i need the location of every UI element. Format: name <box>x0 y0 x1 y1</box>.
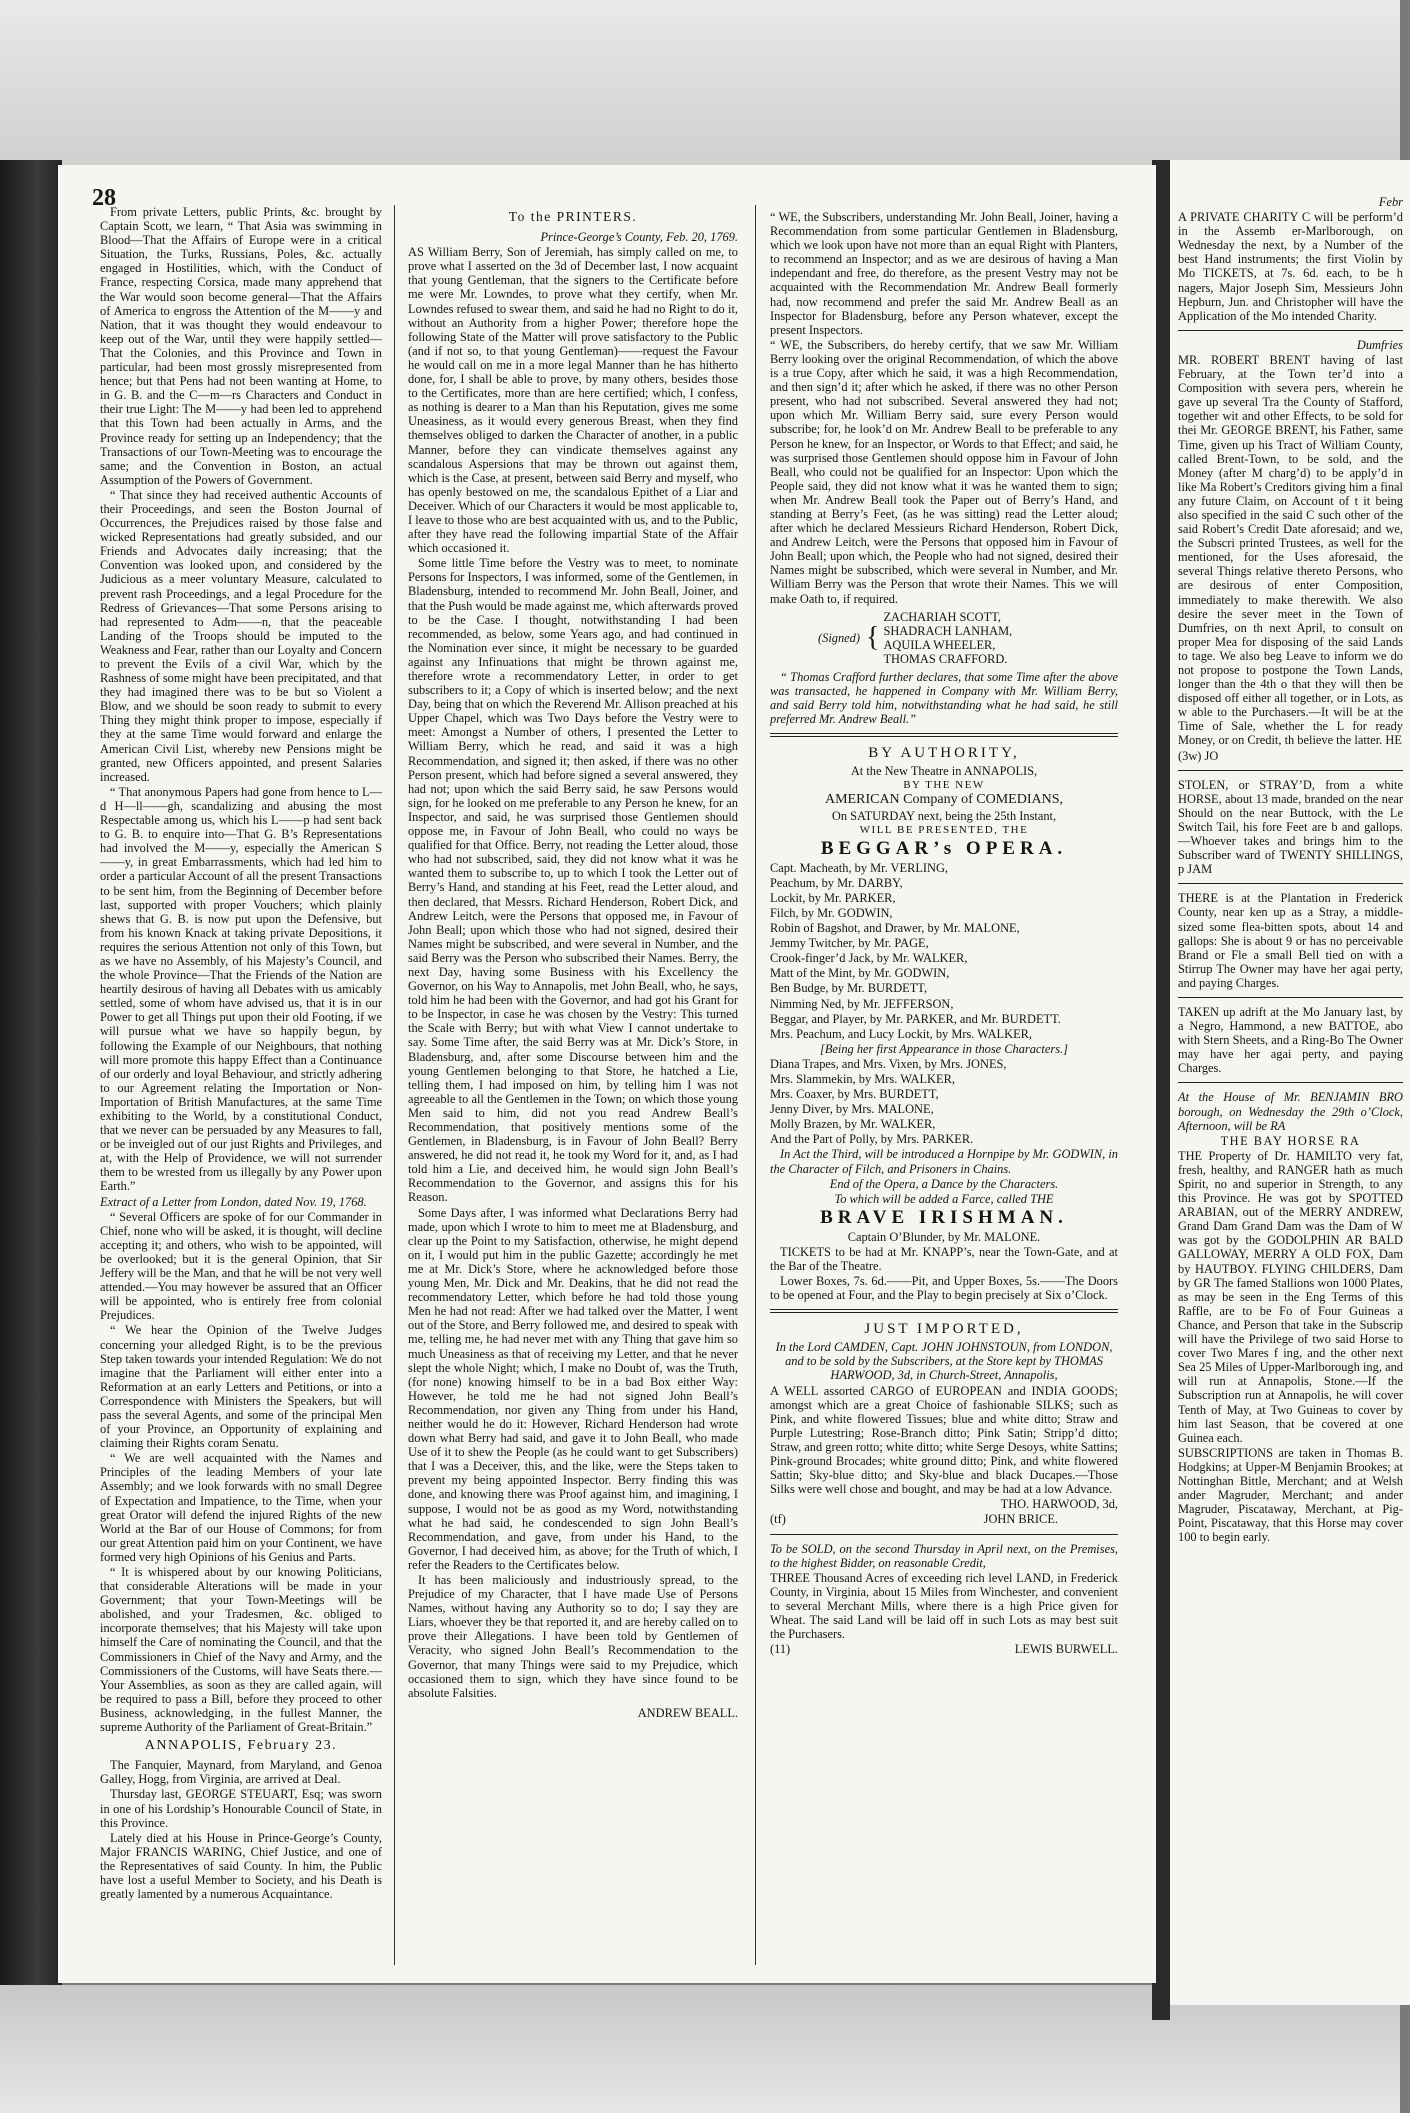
column-letter <box>408 210 738 1975</box>
facing-dateline: Febr <box>1378 195 1403 209</box>
import-body: A WELL assorted CARGO of EUROPEAN and INDIA GOODS; amongst which are a great Choice of fashionable SILKS; such as Pink, and white flowered Tissues; blue and white ditto; Straw and Purple Lutestring; Rose-Branch ditto; Pink Satin; Stripp’d ditto; Straw, and green rotto; white ditto; white Serge Desoys, white Sattins; Pink-ground Brocades; white ground ditto; Pink, and white flowered Sattin; Sky-blue ditto; and Sky-blue and black Ducapes.—Those Silks were well chose and bought, and may be had at a low Advance. <box>770 1383 1118 1497</box>
signer: THOMAS CRAFFORD. <box>883 651 1008 666</box>
facing-dateline: Dumfries <box>1356 337 1403 352</box>
import-signature: JOHN BRICE. <box>983 1512 1058 1527</box>
column-rule-2 <box>755 205 756 1965</box>
extract-heading: Extract of a Letter from London, dated Nov. 19, 1768. <box>100 1194 367 1209</box>
certificate-paragraph: “ WE, the Subscribers, do hereby certify, that we saw Mr. William Berry looking over the original Recommendation, of which the above is a true Copy, after which he said, it was a high Recommendation, and then sign’d it; after which he asked, if there was no other Person present, who had not subscribed. Several answered they had not; upon which Mr. William Berry said, sure every Person would subscribe; for, he look’d on Mr. Andrew Beall to be preferable to any Person he knew, for an Inspector, or Words to that Effect; and said, he was surprised those Gentlemen should oppose him in Favour of John Beall, who could not be qualified for an Inspector: Upon which the People said, they did not know what it was he wanted them to sign; when Mr. Andrew Beall took the Paper out of Berry’s Hand, and standing at Berry’s Feet, (as he was sitting) read the Letter aloud; after which he declared Messieurs Richard Henderson, Robert Dick, and Andrew Leitch, were the Persons that opposed him in Favour of John Beall; upon which, the People who had not signed, desired their Names might be subscribed, which were several in Number, and Mr. William Berry was the Person that wrote their Names. This we will make Oath to, if required. <box>770 337 1118 606</box>
insertion-mark: (11) <box>770 1642 791 1657</box>
certificate-paragraph: “ WE, the Subscribers, understanding Mr. John Beall, Joiner, having a Recommendation from some particular Gentlemen in Bladensburg, which we look upon have not more than an equal Right with Planters, to recommend an Inspector; and as we are desirous of having a Man independant and free, do therefore, as the present Vestry may not be acquainted with the Recommendation Mr. Andrew Beall formerly had, now recommend and prefer the said Mr. Andrew Beall as an Inspector for Bladensburg, before any Person whatever, except the present Inspectors. <box>770 210 1118 337</box>
news-paragraph: From private Letters, public Prints, &c. brought by Captain Scott, we learn, “ That Asia was swimming in Blood—That the Affairs of Europe were in a critical Situation, the Turks, Russians, Poles, &c. actually engaged in Hostilities, which, with the Conduct of France, respecting Corsica, made many apprehend that the War would soon become general—That the Affairs of America to engross the Attention of the M——y and Nation, that it was thought they would endeavour to keep out of the War, until they were happily settled—That the Colonies, and this Province and Town in particular, had been most grossly misrepresented from hence; but that Pens had not been wanting at Home, to in G. B. and the C—m—rs Characters and Conduct in their true Light: The M——y had been led to apprehend that this Town had been actually in Arms, and the Province ready for setting up an Independency; that the Transactions of our Town-Meeting was to encourage the same; and the Convention in Boston, an actual Assumption of the Powers of Government. <box>100 205 382 487</box>
act-note: In Act the Third, will be introduced a Hornpipe by Mr. GODWIN, in the Character of Filch, and Prisoners in Chains. <box>770 1147 1118 1176</box>
column-rule-1 <box>394 205 395 1965</box>
section-rule <box>770 1309 1118 1313</box>
facing-paragraph: STOLEN, or STRAY’D, from a white HORSE, about 13 made, branded on the near Should on the near Buttock, with the Le Switch Tail, his fore Feet are b and gallops.—Whoever takes and brings him to the Subscriber ward of TWENTY SHILLINGS, p JAM <box>1178 777 1403 877</box>
annapolis-heading: ANNAPOLIS, February 23. <box>144 1738 338 1754</box>
letter-dateline: Prince-George’s County, Feb. 20, 1769. <box>540 230 738 245</box>
import-intro: In the Lord CAMDEN, Capt. JOHN JOHNSTOUN, from LONDON, and to be sold by the Subscribers, at the Store kept by THOMAS HARWOOD, 3d, in Church-Street, Annapolis, <box>775 1340 1113 1383</box>
facing-paragraph: (3w) JO <box>1178 748 1219 763</box>
cast-line: Crook-finger’d Jack, by Mr. WALKER, <box>770 951 968 966</box>
facing-paragraph: TAKEN up adrift at the Mo January last, by a Negro, Hammond, a new BATTOE, abo with Stern Sheets, and a Ring-Bo The Owner may have her agai perty, and paying Charges. <box>1178 1004 1403 1076</box>
signers-block <box>770 610 1118 666</box>
letter-paragraph: AS William Berry, Son of Jeremiah, has simply called on me, to prove what I asserted on the 3d of December last, I now acquaint that young Gentleman, that the signers to the Certificate before me were Mr. Lowndes, to prove what they certify, when Mr. Lowndes refused to swear them, and said he had no Right to do it, without an Authority from a higher Power; therefore hope the following State of the Matter will prove satisfactory to the Public (and if not so, to that young Gentleman)——request the Favour he would call on me in a more legal Manner than he has hitherto done, for, I shall be able to prove, by many others, besides those to the Certificates, more than are here certified; which, I confess, as nothing is dearer to a Man than his Reputation, gives me some Uneasiness, as it would every generous Breast, when they find themselves obliged to darken the Character of another, in a public Manner, before they can vindicate themselves against any scandalous Aspersions that may be thrown out against them, which is the Case, at present, between said Berry and myself, who has openly bestowed on me, the scandalous Epithet of a Liar and Deceiver. Which of our Characters it would be most applicable to, I leave to those who are best acquainted with us, and to the Public, after they have read the following impartial State of the Affair which occasioned it. <box>408 245 738 556</box>
end-note: End of the Opera, a Dance by the Characters. <box>829 1176 1059 1191</box>
cast-line: Ben Budge, by Mr. BURDETT, <box>770 981 928 996</box>
cast-line: Robin of Bagshot, and Drawer, by Mr. MALONE, <box>770 921 1020 936</box>
column-facing-page <box>1178 195 1403 1995</box>
news-paragraph: “ That since they had received authentic Accounts of their Proceedings, and seen the Boston Journal of Occurrences, the Prejudices raised by those false and wicked Representations had greatly subsided, and our Friends and Advocates daily increasing; that the Convention was looked upon, and considered by the Judicious as a meer voluntary Measure, calculated to prevent rash Proceedings, and a legal Procedure for the Redress of Grievances—That some Persons arising to had represented to Adm——n, that the peaceable Landing of the Troops should be imputed to the Weakness and Fear, rather than our Loyalty and Concern to prevent the Evils of a civil War, which by the Rashness of some might have been precipitated, and that they had imagined there was to be but so Violent a Blow, and we should be soon ready to submit to every Thing they might think proper to impose, especially if they at the same Time would forward and enlarge the American Civil List, whereby new Pensions might be granted, new Officers appointed, and present Salaries increased. <box>100 487 382 784</box>
letter-paragraph: It has been maliciously and industriously spread, to the Prejudice of my Character, that I have made Use of Persons Names, without having any Authority so to do; I say they are Liars, whoever they be that reported it, and are hereby called on to prove their Allegations. I have been told by Gentlemen of Veracity, who signed John Beall’s Recommendation to the Governor, that many Things were said to my Prejudice, which occasioned them to sign, which they have since found to be absolute Falsities. <box>408 1573 738 1700</box>
sale-intro: To be SOLD, on the second Thursday in April next, on the Premises, to the highest Bidder, on reasonable Credit, <box>770 1541 1118 1570</box>
signed-label: (Signed) <box>818 630 860 645</box>
section-rule <box>770 733 1118 737</box>
facing-paragraph: MR. ROBERT BRENT having of last February, at the Town ter’d into a Composition with severa pers, wherein he gave up several Tra the County of Stafford, together wit and other Effects, to be sold for thei Mr. GEORGE BRENT, his Father, same Time, given up his Tract of William County, called Brent-Town, to be sold, and the Money (after M charg’d) to be apply’d in like Ma Robert’s Creditors giving him a final any future Claim, on Account of t it being also specified in the said C such other of the said Robert’s Credit Date aforesaid; and we, the Subscri printed Trustees, as well for the mentioned, for the Uses aforesaid, the several Things relative thereto Persons, who are desirous of enter Composition, immediately to make therewith. We also desire the sever meet in the Town of Dumfries, on th next April, to consult on proper Mea for disposing of the said Lands to tage. We also beg Leave to inform we do not propose to postpone the Town Lands, longer than the 4th o that they will then be disposed off either all together, or in Lots, as w able to the Purchasers.—It will be at the Time of Sale, whether the L for ready Money, or on Credit, th believe the latter. HE <box>1178 352 1403 748</box>
cast-line: Jenny Diver, by Mrs. MALONE, <box>770 1102 934 1117</box>
cast-line: Filch, by Mr. GODWIN, <box>770 905 893 920</box>
facing-paragraph: A PRIVATE CHARITY C will be perform’d in the Assemb er-Marlborough, on Wednesday the next, by a Number of the best Hand instruments; the first Violin by Mo TICKETS, at 7s. 6d. each, to be h nagers, Major Joseph Sim, Messieurs John Hepburn, Jun. and Christopher will have the Application of the Mo intended Charity. <box>1178 210 1403 323</box>
prices-note: Lower Boxes, 7s. 6d.——Pit, and Upper Boxes, 5s.——The Doors to be opened at Four, and the Play to begin precisely at Six o’Clock. <box>770 1274 1118 1303</box>
news-paragraph: “ We hear the Opinion of the Twelve Judges concerning your alledged Right, is to be the previous Step taken towards your intended Regulation: We do not imagine that the Parliament will either enter into a Reformation at an early Letters and Petitions, or into a Correspondence with Ministers the Speakers, but will pass the several Agents, and some of the principal Men of your Province, an Opportunity of explaining and claiming their Rights coram Senatu. <box>100 1323 382 1451</box>
theatre-line: BY THE NEW <box>903 779 985 792</box>
section-rule <box>1178 330 1403 331</box>
newspaper-page <box>58 165 1156 1983</box>
news-paragraph: “ That anonymous Papers had gone from hence to L—d H—ll——gh, scandalizing and abusing the most Respectable among us, which his L——p had sent back to G. B. to enquire into—That G. B’s Representations had involved the M——y, especially the American S——y, in great Embarrassments, which had led him to order a particular Account of all the present Transactions to be sent him, from the Beginning of December before last, supported with proper Vouchers; which plainly shews that G. B. is now put upon the Defensive, but from his known Knack at taking private Depositions, it requires the serious Attention not only of this Town, but as we have no Assembly, of his Majesty’s Council, and the whole Province—That the Friends of the Nation are heartily desirous of having all Debates with us amicably settled, some of whom have advised us, that it is in our Power to get all Things put upon their old Footing, if we will pursue what we have so happily begun, by following the Example of our Neighbours, that nothing will more promote this happy Effect than a Continuance of our orderly and loyal Behaviour, and strictly adhering to our Agreement relating the Importation or Non-Importation of British Manufactures, at the same Time exhibiting to the World, by a constitutional Conduct, that we never can be persuaded by any Measures to fall, or be inveigled out of our just Rights and Privileges, and at, with the Help of Providence, we will not surrender them to be wrested from us illegally by any Power upon Earth.” <box>100 784 382 1194</box>
column-advertisements <box>770 210 1118 1975</box>
import-signature: THO. HARWOOD, 3d, <box>1000 1497 1118 1512</box>
microfilm-left-edge <box>0 160 62 2113</box>
import-heading: JUST IMPORTED, <box>864 1321 1024 1338</box>
cast-line: Nimming Ned, by Mr. JEFFERSON, <box>770 996 954 1011</box>
news-paragraph: “ It is whispered about by our knowing Politicians, that considerable Alterations will be made in your Government; that your Town-Meetings will be abolished, and your Tradesmen, &c. obliged to incorporate themselves; that his Majesty will take upon himself the Care of nominating the Council, and that the Commissioners in Chief of the Navy and Army, and the Commissioners of the Customs, will have Seats there.—Your Assemblies, as soon as they are called again, will be required to pass a Bill, before they proceed to other Business, acknowledging, in the fullest Manner, the supreme Authority of the Parliament of Great-Britain.” <box>100 1565 382 1735</box>
cast-line: Capt. Macheath, by Mr. VERLING, <box>770 860 949 875</box>
cast-line: Diana Trapes, and Mrs. Vixen, by Mrs. JONES, <box>770 1056 1007 1071</box>
cast-line: Beggar, and Player, by Mr. PARKER, and Mr. BURDETT. <box>770 1011 1061 1026</box>
cast-line: Mrs. Slammekin, by Mrs. WALKER, <box>770 1071 955 1086</box>
brace: { <box>866 621 880 653</box>
farce-title: BRAVE IRISHMAN. <box>820 1206 1068 1228</box>
letter-paragraph: Some Days after, I was informed what Declarations Berry had made, upon which I wrote to him to meet me at Bladensburg, and clear up the Point to my Satisfaction, otherwise, he might depend on it, I would put him in the public Gazette; accordingly he met me at Mr. Dick’s Store, where he acknowledged before those young Men, Mr. Dick and Mr. Deakins, that he did not read the recommendatory Letter, which before he had told those young Men he had not read: After we had talked over the Matter, I went out of the Store, and Berry followed me, and desired to speak with me, telling me, he had never met with any Thing that gave him so much Uneasiness as that of receiving my Letter, and that he never slept the whole Night; which, I make no Doubt of, was the Truth, (for none) knowing himself to be in a bad Box either Way: However, he told me he had not signed John Beall’s Recommendation, nor given any Thing from under his Hand, neither would he do it: However, Richard Henderson had wrote down what Berry had said, and gave it to John Beall, who made Use of it to shew the People (as he could want to get Subscribers) that I was a Deceiver, this, and the like, were the Steps taken to prevent my being appointed Inspector. Berry finding this was done, and knowing there was Proof against him, and imagining, I suppose, I would not be as good as my Word, notwithstanding what he had said, he condescended to sign John Beall’s Recommendation, and gave, from under his Hand, to the Governor, I had deceived him, as above; for the Truth of which, I refer the Readers to the Certificates below. <box>408 1205 738 1572</box>
sale-signature: LEWIS BURWELL. <box>1014 1642 1118 1657</box>
facing-heading: THE BAY HORSE RA <box>1220 1133 1361 1148</box>
section-rule <box>1178 770 1403 771</box>
sale-footer <box>770 1642 1118 1656</box>
local-news-item: Lately died at his House in Prince-George’s County, Major FRANCIS WARING, Chief Justice, and one of the Representatives of said County. In him, the Public have lost a useful Member to Society, and his Death is greatly lamented by a numerous Acquaintance. <box>100 1830 382 1902</box>
cast-note: [Being her first Appearance in those Characters.] <box>820 1041 1068 1056</box>
cast-line: Matt of the Mint, by Mr. GODWIN, <box>770 966 950 981</box>
signer: SHADRACH LANHAM, <box>883 623 1013 638</box>
section-rule <box>770 1534 1118 1535</box>
farce-cast: Captain O’Blunder, by Mr. MALONE. <box>847 1229 1041 1244</box>
facing-page <box>1170 160 1410 2005</box>
section-rule <box>1178 883 1403 884</box>
cast-line: Peachum, by Mr. DARBY, <box>770 875 903 890</box>
news-paragraph: “ We are well acquainted with the Names and Principles of the leading Members of your late Assembly; and we look forwards with no small Degree of Expectation and Impatience, to the Time, when your great Orator will defend the injured Rights of the new World at the Bar of our House of Commons; for from our great Attention paid him on your Continent, we have formed very high Opinions of his Genius and Parts. <box>100 1451 382 1564</box>
page-number: 28 <box>92 185 116 211</box>
local-news-item: Thursday last, GEORGE STEUART, Esq; was sworn in one of his Lordship’s Honourable Council of State, in this Province. <box>100 1787 382 1830</box>
theatre-line: WILL BE PRESENTED, THE <box>859 823 1029 836</box>
facing-paragraph: At the House of Mr. BENJAMIN BRO borough, on Wednesday the 29th o’Clock, Afternoon, will be RA <box>1178 1090 1403 1133</box>
section-rule <box>1178 997 1403 998</box>
cast-line: Jemmy Twitcher, by Mr. PAGE, <box>770 936 929 951</box>
cast-line: Mrs. Coaxer, by Mrs. BURDETT, <box>770 1087 939 1102</box>
signer: AQUILA WHEELER, <box>883 637 996 652</box>
insertion-mark: (tf) <box>770 1512 786 1527</box>
sale-body: THREE Thousand Acres of exceeding rich level LAND, in Frederick County, in Virginia, about 15 Miles from Winchester, and convenient to several Merchant Mills, where there is a high Price given for Wheat. The said Land will be laid off in such Lots as may best suit the Purchasers. <box>770 1570 1118 1642</box>
scan-background-top <box>0 0 1400 170</box>
facing-paragraph: THERE is at the Plantation in Frederick County, near ken up as a Stray, a middle-sized some flea-bitten spots, about 14 and gallops: She is about 9 or has no perceivable Brand or Fle a small Bell tied on with a Stirrup The Owner may have her agai perty, and paying Charges. <box>1178 891 1403 990</box>
signer: ZACHARIAH SCOTT, <box>883 609 1001 624</box>
cast-line: Mrs. Peachum, and Lucy Lockit, by Mrs. WALKER, <box>770 1026 1032 1041</box>
farce-intro: To which will be added a Farce, called THE <box>834 1191 1054 1206</box>
facing-paragraph: THE Property of Dr. HAMILTO very fat, fresh, healthy, and RANGER hath as much Spirit, no and superior in Strength, to any this Province. He was got by SPOTTED ARABIAN, out of the MERRY ANDREW, Grand Dam Grand Dam was the Dam of W was got by the GODOLPHIN AR BALD GALLOWAY, MERRY A OLD FOX, Dam by HAUTBOY. FLYING CHILDERS, Dam by GR The famed Stallions won 1000 Plates, as may be seen in the Eng Terms of this Raffle, are to be Fo of Four Guineas a Chance, and Person that take in the Subscrip will have the Privilege of two said Horse to cover Two Mares f ing, and the other next Sea 25 Miles of Upper-Marlborough ing, and will run at Annapolis, Stone.—If the Subscription run at Annapolis, he will cover Tenth of May, at Two Guineas to cover by him last Season, that be covered at one Guinea each. <box>1178 1148 1403 1445</box>
cast-line: Molly Brazen, by Mr. WALKER, <box>770 1117 936 1132</box>
play-title: BEGGAR’s OPERA. <box>820 837 1068 859</box>
news-paragraph: “ Several Officers are spoke of for our Commander in Chief, none who will be asked, it is thought, will decline accepting it; and others, who wish to be appointed, will be overlooked; but it is the general Opinion, that Sir Jeffery will be the Man, and that he will be not very well attended.—You may however be assured that an Officer will be appointed, who is entirely free from colonial Prejudices. <box>100 1209 382 1323</box>
theatre-line: At the New Theatre in ANNAPOLIS, <box>850 764 1038 779</box>
facing-paragraph: SUBSCRIPTIONS are taken in Thomas B. Hodgkins; at Upper-M Benjamin Brookes; at Nottinghan Bittle, Merchant; and at Welsh ander Magruder, Merchant; and ander Magruder, Piscataway, Merchant, at Pig-Point, Piscataway, that this Horse may cover 100 to begin early. <box>1178 1445 1403 1545</box>
letter-signature: ANDREW BEALL. <box>637 1705 738 1720</box>
theatre-line: On SATURDAY next, being the 25th Instant, <box>831 808 1057 823</box>
cast-line: Lockit, by Mr. PARKER, <box>770 890 896 905</box>
cast-line: And the Part of Polly, by Mrs. PARKER. <box>770 1132 974 1147</box>
tickets-note: TICKETS to be had at Mr. KNAPP’s, near the Town-Gate, and at the Bar of the Theatre. <box>770 1244 1118 1273</box>
section-rule <box>1178 1082 1403 1083</box>
letter-paragraph: Some little Time before the Vestry was to meet, to nominate Persons for Inspectors, I was informed, some of the Gentlemen, in Bladensburg, intended to recommend Mr. John Beall, Joiner, and that the Push would be made against me, which afterwards proved to be the Case. I thought, notwithstanding I had been recommended, as below, some Years ago, and had continued in the Nomination ever since, it might be necessary to be guarded against any Infinuations that might be thrown against me, therefore wrote a recommendatory Letter, in order to get subscribers to it; a Copy of which is inserted below; and the next Day, being that on which the Reverend Mr. Allison preached at his Upper Chapel, which was Two Days before the Vestry were to meet: Amongst a Number of others, I presented the Letter to William Berry, which he read, and said it was a high Recommendation, and signed it; then asked, if there was no other Person present, which had before signed a several answered, they had not; upon which the said Berry said, he saw Persons would sign, for he looked on me preferable to any Person he knew, for an Inspector, and said, he was surprised those Gentlemen should oppose me, in Favour of John Beall, who could no ways be qualified for that Office. Berry, not reading the Letter aloud, those who had not subscribed, said, they did not know what it was he wanted them to subscribe to, up to which I took the Letter out of Berry’s Hand, and standing at his Feet, read the Letter aloud, and then declared, that Messrs. Richard Henderson, Robert Dick, and Andrew Leitch, were the Persons that opposed me, in Favour of John Beall; upon which those who had not signed, desired their Names might be subscribed, and were several in Number, and the said Berry was the Person who subscribed their Names. Berry, the next Day, having some Business with his Excellency the Governor, on his Way to Annapolis, met John Beall, who, he says, told him he had been with the Governor, and had got his Grant for to be Inspector, in case he was chosen by the Vestry: This turned the Scale with Berry; but with what View I cannot undertake to say. Some Time after, the said Berry was at Mr. Dick’s Store, in Bladensburg, and, after some Discourse between him and the young Gentlemen belonging to that Store, he hatched a Lie, telling them, I had imposed on him, by telling him I was not agreeable to all the Gentlemen in the Town; on which those young Men said to him, did not you read Andrew Beall’s Recommendation, that positively mentions some of the Gentlemen, in Bladensburg, is in Favour of John Beall? Berry answered, he did not read it, he took my Word for it, and, as I had told him a Lie, and deceived him, he would sign John Beall’s Recommendation to the Governor, and assigns this for his Reason. <box>408 556 738 1205</box>
theatre-line: AMERICAN Company of COMEDIANS, <box>825 792 1063 808</box>
letter-heading: To the PRINTERS. <box>508 209 638 224</box>
certificate-note: “ Thomas Crafford further declares, that some Time after the above was transacted, he happened in Company with Mr. William Berry, and said Berry told him, notwithstanding what he had said, he still preferred Mr. Andrew Beall.” <box>770 670 1118 727</box>
theatre-line: BY AUTHORITY, <box>868 745 1020 762</box>
column-news <box>100 183 382 1973</box>
import-footer <box>770 1512 1118 1526</box>
local-news-item: The Fanquier, Maynard, from Maryland, and Genoa Galley, Hogg, from Virginia, are arrived at Deal. <box>100 1758 382 1787</box>
